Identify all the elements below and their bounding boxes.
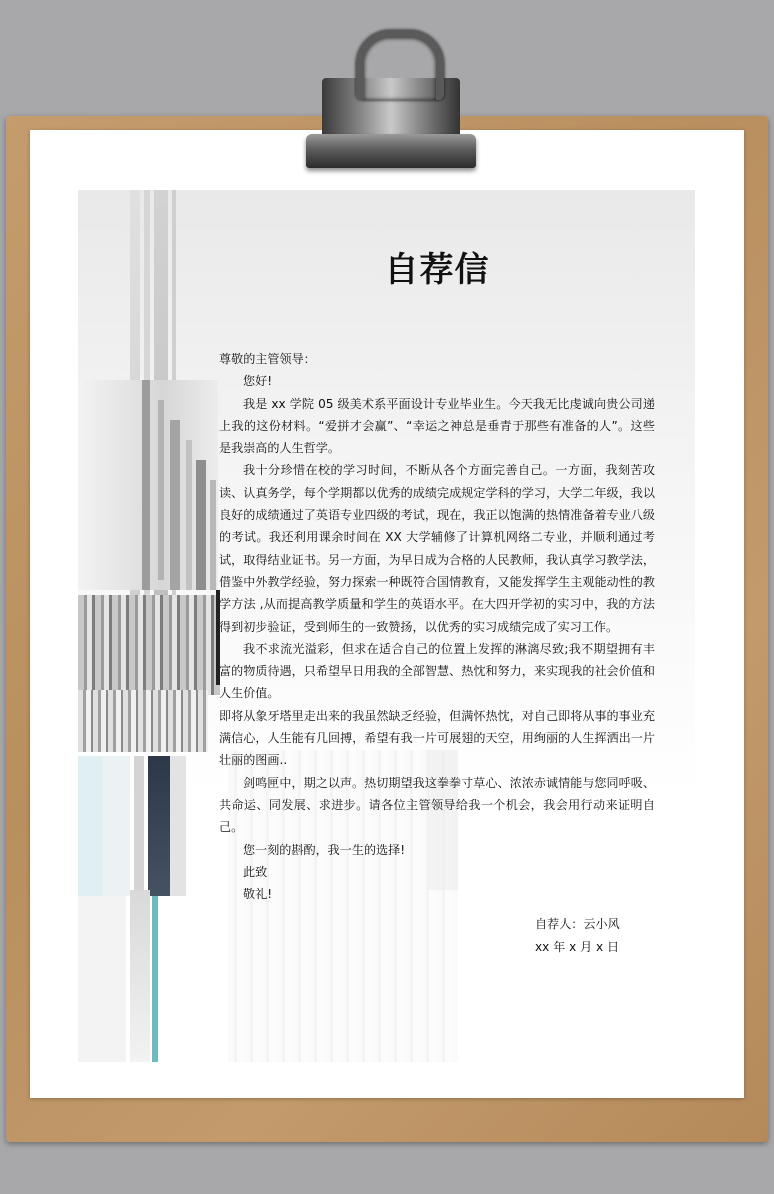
binder-clip-icon [356, 30, 444, 100]
paragraph-study: 我十分珍惜在校的学习时间，不断从各个方面完善自己。一方面，我刻苦攻读、认真务学，每个学期都以优秀的成绩完成规定学科的学习，大学二年级，我以良好的成绩通过了英语专业四级的考试，现在，我正以饱满的热情准备着专业八级的考试。我还利用课余时间在 XX 大学辅修了计算机网络二专业，并顺利通过考试，取得结业证书。另一方面，为早日成为合格的人民教师，我认真学习教学法，借鉴中外教学经验，努力探索一种既符合国情教育，又能发挥学生主观能动性的教学方法 ,从而提高教学质量和学生的英语水平。在大四开学初的实习中，我的方法得到初步验证，受到师生的一致赞扬，以优秀的实习成绩完成了实习工作。 [219, 463, 655, 634]
salutation: 尊敬的主管领导： [219, 352, 316, 366]
paragraph-choice: 您一刻的斟酌，我一生的选择! [243, 842, 406, 857]
paragraph-aspiration: 我不求流光溢彩，但求在适合自己的位置上发挥的淋漓尽致;我不期望拥有丰富的物质待遇，只希望早日用我的全部智慧、热忱和努力，来实现我的社会价值和人生价值。 [219, 641, 655, 701]
paragraph-intro: 我是 xx 学院 05 级美术系平面设计专业毕业生。今天我无比虔诚向贵公司递上我的这份材料。“爱拼才会赢”、“幸运之神总是垂青于那些有准备的人”。这些是我崇高的人生哲学。 [219, 396, 655, 456]
paragraph-request: 剑鸣匣中，期之以声。热切期望我这拳拳寸草心、浓浓赤诚情能与您同呼吸、共命运、同发展、求进步。请各位主管领导给我一个机会，我会用行动来证明自己。 [219, 775, 655, 835]
letter-title: 自荐信 [384, 250, 490, 290]
closing-jingli: 敬礼! [243, 887, 273, 902]
clip-base [306, 134, 476, 168]
signature: 自荐人：云小风 [535, 917, 620, 932]
signature-block [219, 913, 655, 958]
closing-cizhi: 此致 [243, 864, 268, 879]
paragraph-greeting: 您好! [243, 374, 273, 389]
cover-letter [219, 250, 655, 958]
letter-date: xx 年 x 月 x 日 [535, 939, 620, 954]
paragraph-confidence: 即将从象牙塔里走出来的我虽然缺乏经验，但满怀热忱，对自己即将从事的事业充满信心，人生能有几回搏，希望有我一片可展翅的天空，用绚丽的人生挥洒出一片壮丽的图画.. [219, 708, 655, 768]
